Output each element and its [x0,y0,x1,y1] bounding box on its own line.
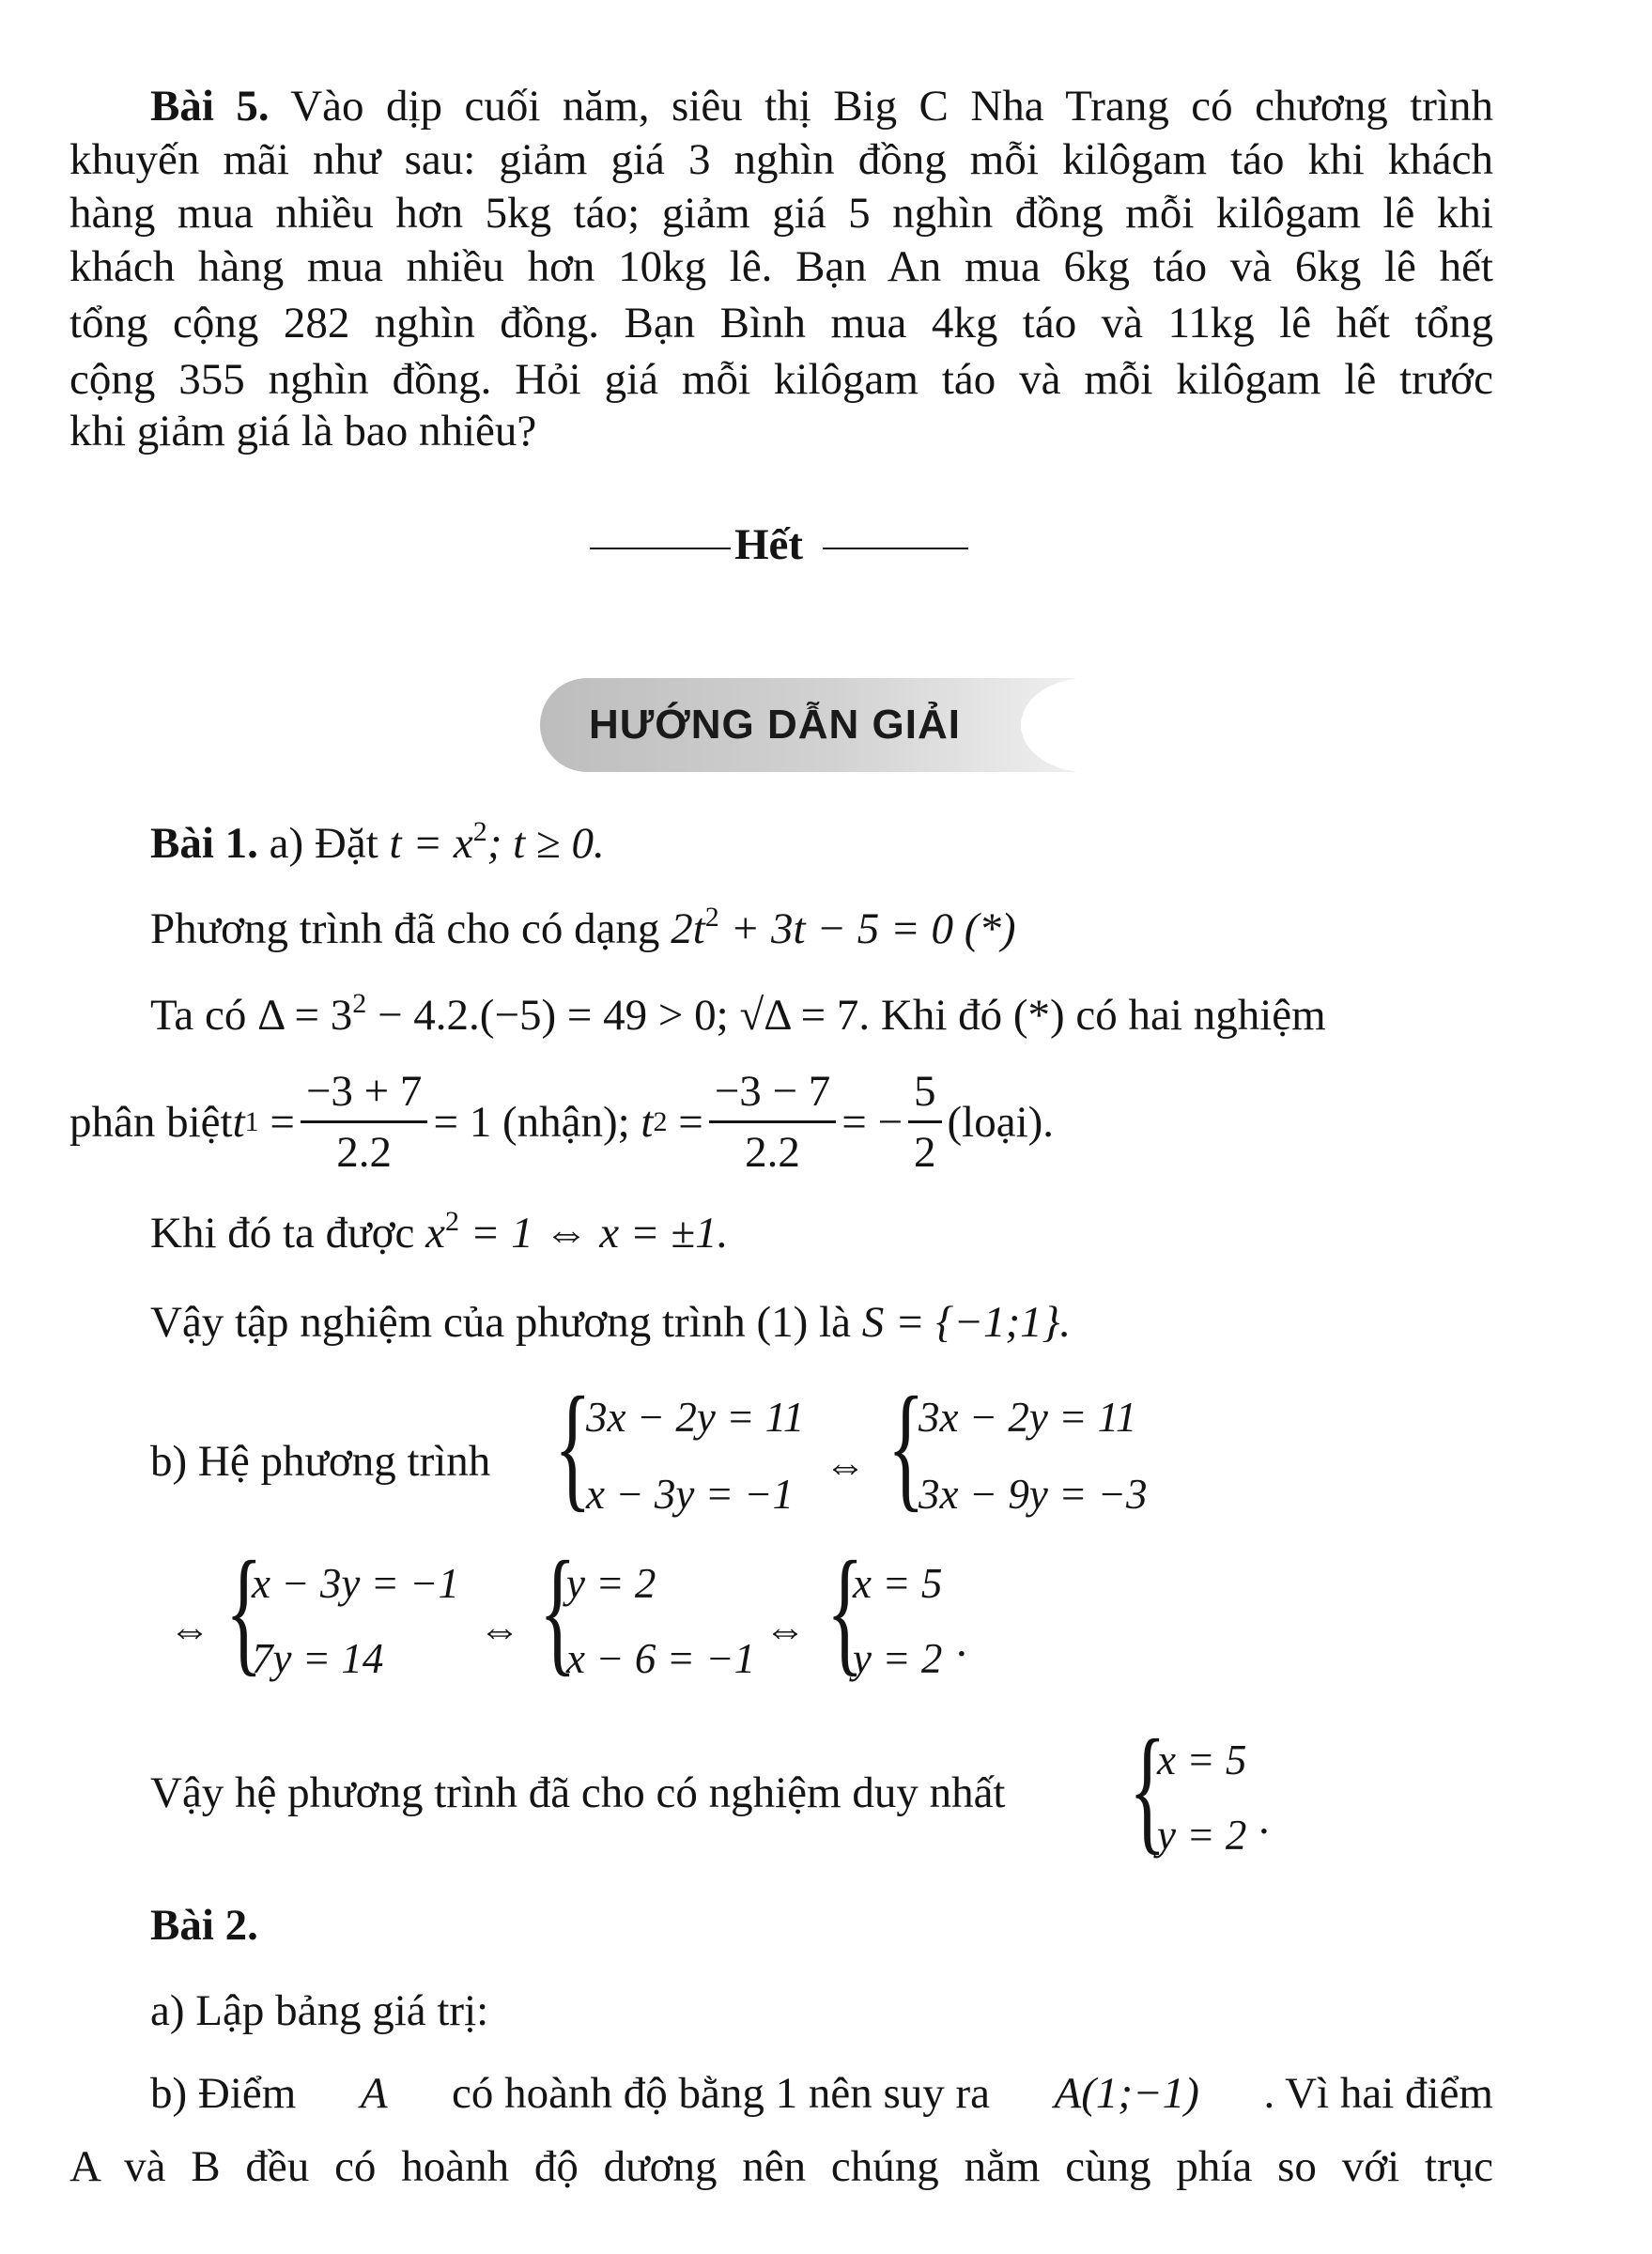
end-rule-right [823,548,968,549]
sys6-eq-2: y = 2 [1157,1812,1247,1859]
problem-5-line-1: Bài 5. Vào dịp cuối năm, siêu thị Big C Nha Trang có chương trình [150,82,1493,131]
sol1-line-6: Vậy tập nghiệm của phương trình (1) là S = {−1;1}. [150,1298,1072,1347]
sys4-eq-1: y = 2 [566,1560,656,1607]
problem-5-line-3: hàng mua nhiều hơn 5kg táo; giảm giá 5 nghìn đồng mỗi kilôgam lê khi [69,189,1493,238]
sol1-b-label: b) Hệ phương trình [150,1437,491,1486]
sys1-eq-1: 3x − 2y = 11 [586,1394,805,1441]
problem-5-label: Bài 5. [150,82,270,131]
brace: { [225,1533,263,1689]
sol1-line-5: Khi đó ta được $x^2 = 1$ ⇔ x = ±1. [150,1206,729,1258]
problem-5-line-4: khách hàng mua nhiều hơn 10kg lê. Bạn An mua 6kg táo và 6kg lê hết [69,242,1493,291]
brace: { [826,1533,864,1689]
sys4-eq-2: x − 6 = −1 [566,1635,756,1682]
sys2-eq-2: 3x − 9y = −3 [919,1471,1148,1518]
brace: { [554,1368,592,1524]
sys5-eq-1: x = 5 [853,1560,943,1607]
brace: { [888,1368,925,1524]
section-banner-cutout [1021,678,1152,772]
sys5-period: . [956,1617,967,1666]
problem-5-line-2: khuyến mãi như sau: giảm giá 3 nghìn đồng mỗi kilôgam táo khi khách [69,135,1493,184]
sol1-line-4: phân biệt t 1 = $\frac{-3 + 7}{2.2}$ = 1 (nhận); t 2 = $\frac{-3 - 7}{2.2}$ = − $\frac{5}{2}$ (loại). [69,1066,1055,1177]
sys2-eq-1: 3x − 2y = 11 [919,1394,1137,1441]
sys1-eq-2: x − 3y = −1 [586,1471,795,1518]
t2-value-fraction: $\frac{5}{2}$ [908,1068,942,1177]
sol1-line-3: Ta có $\Delta = 3^2 - 4.2.(-5) = 49 > 0$; √Δ = 7. Khi đó (*) có hai nghiệm [150,988,1326,1040]
sys3-eq-1: x − 3y = −1 [252,1560,460,1607]
sol1-line-1: Bài 1. a) Đặt $t = x^2$; t ≥ 0. [150,816,605,868]
t1-fraction: $\frac{-3 + 7}{2.2}$ [301,1068,428,1177]
sol1-conclusion: Vậy hệ phương trình đã cho có nghiệm duy nhất [150,1768,1006,1817]
problem-5-line-6: cộng 355 nghìn đồng. Hỏi giá mỗi kilôgam táo và mỗi kilôgam lê trước [69,355,1493,404]
problem-5-line-5: tổng cộng 282 nghìn đồng. Bạn Bình mua 4kg táo và 11kg lê hết tổng [69,299,1493,347]
iff-symbol: ⇔ [479,1607,520,1653]
iff-symbol: ⇔ [825,1443,866,1489]
end-rule-left [590,548,731,549]
t2-fraction: $\frac{-3 - 7}{2.2}$ [709,1068,837,1177]
sol2-a-line: a) Lập bảng giá trị: [150,1986,489,2035]
brace: { [539,1533,577,1689]
end-marker: Hết [734,520,804,569]
iff-symbol: ⇔ [169,1607,210,1653]
sol1-label: Bài 1. [150,819,258,868]
sol2-b-line-2: A và B đều có hoành độ dương nên chúng nằm cùng phía so với trục [69,2142,1493,2191]
sol2-b-line-1: b) Điểm A có hoành độ bằng 1 nên suy ra A(1;−1) . Vì hai điểm [150,2069,1493,2118]
brace: { [1129,1711,1166,1867]
sys3-eq-2: 7y = 14 [252,1635,384,1682]
sol1-line-2: Phương trình đã cho có dạng $2t^2 + 3t - 5 = 0$ (*) [150,902,1016,953]
sol2-label: Bài 2. [150,1901,258,1950]
sys6-eq-1: x = 5 [1157,1737,1247,1783]
section-banner-title: HƯỚNG DẪN GIẢI [588,702,962,748]
sys6-period: . [1258,1795,1270,1844]
problem-5-line-7: khi giảm giá là bao nhiêu? [69,407,537,455]
sys5-eq-2: y = 2 [853,1635,943,1682]
iff-symbol: ⇔ [764,1607,806,1653]
